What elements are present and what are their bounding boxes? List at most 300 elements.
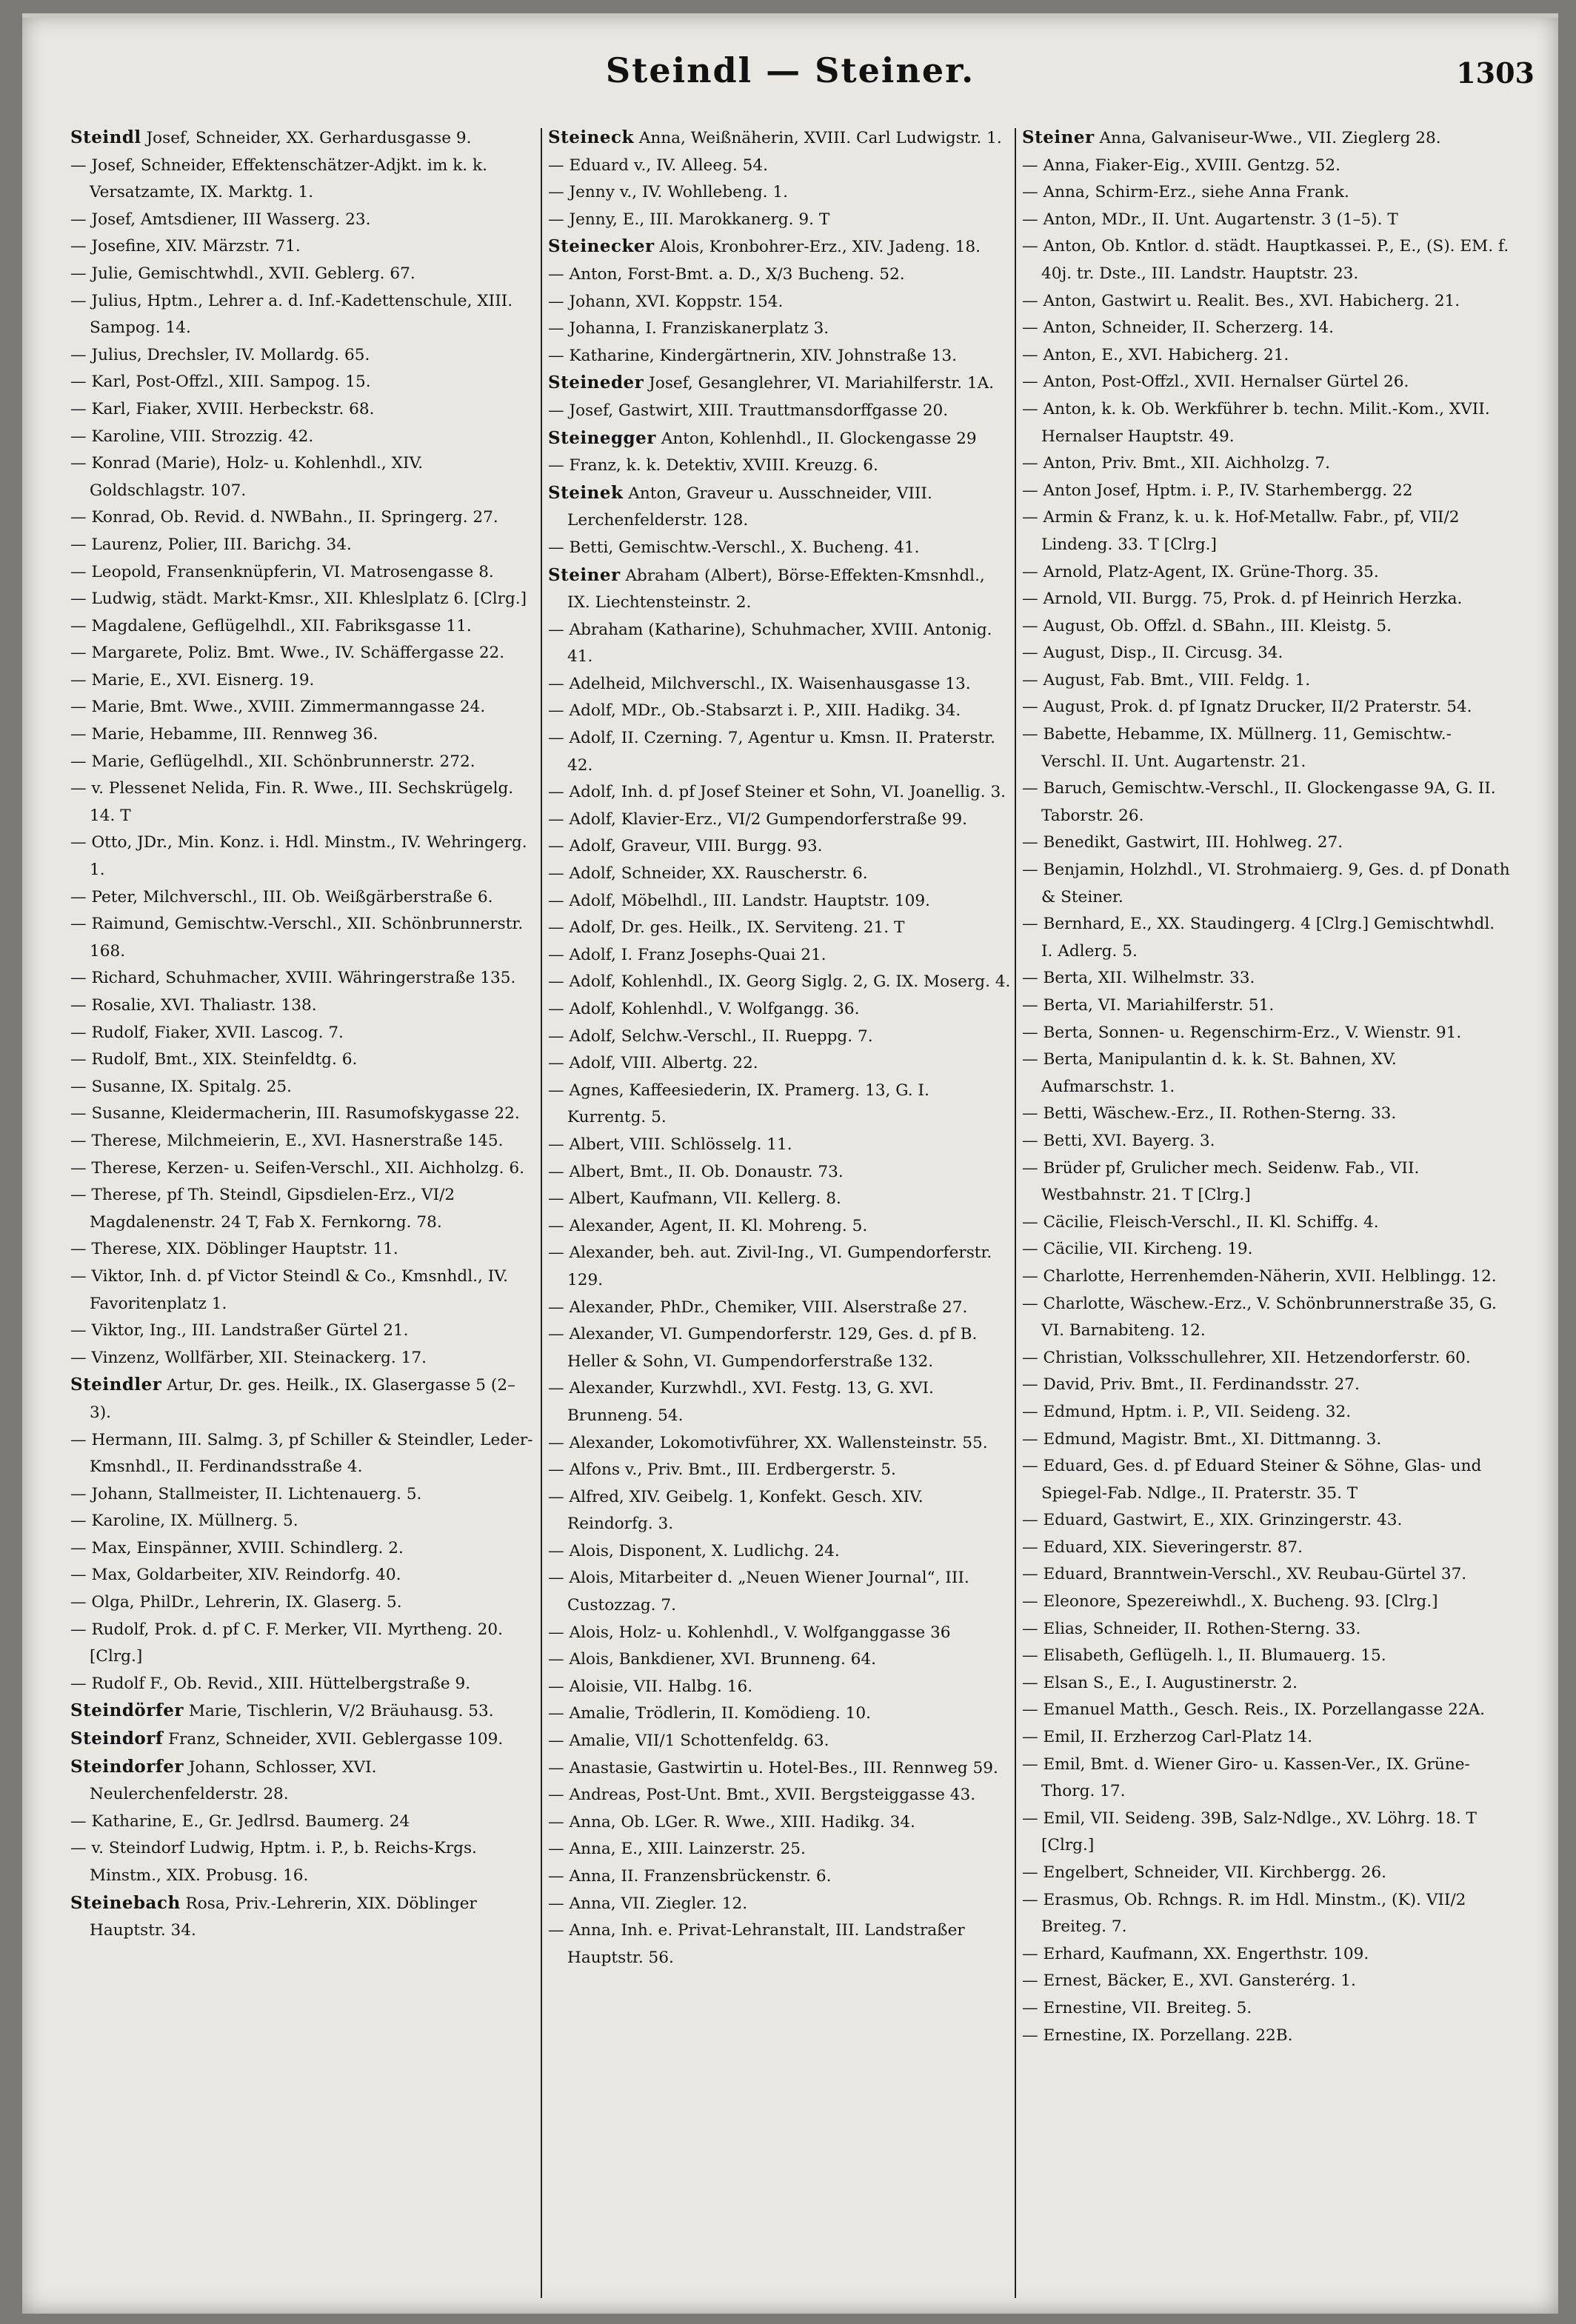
entry-text: Peter, Milchverschl., III. Ob. Weißgärberstraße 6. (91, 887, 493, 906)
directory-entry (1022, 1860, 1511, 1887)
directory-entry (1022, 1806, 1511, 1860)
directory-entry (70, 1508, 533, 1535)
directory-entry (548, 1863, 1011, 1891)
directory-entry (548, 942, 1011, 969)
directory-entry (1022, 1697, 1511, 1724)
entry-text: Alfons v., Priv. Bmt., III. Erdbergerstr. 5. (569, 1460, 896, 1480)
directory-entry (1022, 613, 1511, 641)
directory-entry (548, 1132, 1011, 1159)
entry-text: Albert, Kaufmann, VII. Kellerg. 8. (569, 1189, 841, 1209)
directory-entry (1022, 586, 1511, 613)
surname-heading: Steindorfer (70, 1756, 184, 1777)
directory-heading-entry (70, 1726, 533, 1754)
directory-entry (70, 342, 533, 370)
entry-text: Adolf, Kohlenhdl., IX. Georg Siglg. 2, G. IX. Moserg. 4. (569, 972, 1011, 992)
surname-heading: Steindörfer (70, 1700, 184, 1721)
entry-text: Josef, Gesanglehrer, VI. Mariahilferstr. 1A. (644, 374, 995, 393)
entry-text: Anna, Inh. e. Privat-Lehranstalt, III. Landstraßer Hauptstr. 56. (567, 1921, 965, 1967)
entry-text: Anna, Schirm-Erz., siehe Anna Frank. (1043, 183, 1349, 202)
directory-entry (1022, 1968, 1511, 1995)
entry-text: Anton, Graveur u. Ausschneider, VIII. Lerchenfelderstr. 128. (567, 484, 932, 530)
directory-entry (70, 1128, 533, 1155)
directory-entry (548, 1240, 1011, 1294)
entry-text: Elsan S., E., I. Augustinerstr. 2. (1043, 1673, 1298, 1692)
directory-entry (1022, 450, 1511, 478)
directory-heading-entry (548, 562, 1011, 617)
entry-text: Brüder pf, Grulicher mech. Seidenw. Fab., VII. Westbahnstr. 21. T [Clrg.] (1041, 1158, 1420, 1205)
directory-entry (70, 721, 533, 749)
directory-entry (70, 559, 533, 587)
page-edge (22, 13, 1558, 18)
entry-text: Adolf, Graveur, VIII. Burgg. 93. (569, 837, 823, 856)
entry-text: Susanne, Kleidermacherin, III. Rasumofskygasse 22. (91, 1104, 520, 1123)
directory-entry (70, 1074, 533, 1101)
surname-heading: Steinebach (70, 1892, 181, 1913)
entry-text: David, Priv. Bmt., II. Ferdinandsstr. 27. (1043, 1375, 1360, 1395)
entry-text: Ernestine, VII. Breiteg. 5. (1043, 1998, 1252, 2017)
directory-entry (70, 911, 533, 965)
directory-heading-entry (70, 1372, 533, 1426)
entry-text: Richard, Schuhmacher, XVIII. Währingerstraße 135. (91, 969, 516, 988)
directory-entry (70, 992, 533, 1020)
entry-text: Berta, XII. Wilhelmstr. 33. (1043, 969, 1255, 988)
entry-text: Eduard, Gastwirt, E., XIX. Grinzingerstr. 43. (1043, 1511, 1403, 1530)
entry-text: Christian, Volksschullehrer, XII. Hetzendorferstr. 60. (1043, 1348, 1471, 1367)
directory-entry (1022, 1020, 1511, 1047)
directory-entry (548, 969, 1011, 996)
entry-text: Baruch, Gemischtw.-Verschl., II. Glockengasse 9A, G. II. Taborstr. 26. (1041, 779, 1496, 825)
directory-entry (548, 1755, 1011, 1783)
directory-entry (548, 1917, 1011, 1971)
entry-text: Magdalene, Geflügelhdl., XII. Fabriksgasse 11. (91, 616, 472, 635)
directory-entry (548, 861, 1011, 888)
directory-entry (1022, 1101, 1511, 1128)
entry-text: Anton, Kohlenhdl., II. Glockengasse 29 (655, 429, 977, 448)
column-divider (1015, 128, 1016, 2298)
entry-text: Eduard, XIX. Sieveringerstr. 87. (1043, 1537, 1303, 1557)
entry-text: Konrad, Ob. Revid. d. NWBahn., II. Springerg. 27. (91, 508, 498, 527)
entry-text: Benjamin, Holzhdl., VI. Strohmaierg. 9, Ges. d. pf Donath & Steiner. (1041, 861, 1510, 906)
entry-text: Andreas, Post-Unt. Bmt., XVII. Bergsteiggasse 43. (569, 1786, 976, 1805)
directory-entry (1022, 775, 1511, 829)
entry-text: August, Ob. Offzl. d. SBahn., III. Kleistg. 5. (1043, 616, 1392, 635)
directory-entry (548, 1050, 1011, 1078)
entry-text: Anna, Ob. LGer. R. Wwe., XIII. Hadikg. 34. (569, 1812, 915, 1832)
entry-text: Viktor, Ing., III. Landstraßer Gürtel 21. (91, 1321, 409, 1340)
entry-text: Rosalie, XVI. Thaliastr. 138. (91, 996, 317, 1015)
entry-text: Hermann, III. Salmg. 3, pf Schiller & Steindler, Leder-Kmsnhdl., II. Ferdinandsstraße 4. (90, 1430, 533, 1477)
entry-text: Adolf, Dr. ges. Heilk., IX. Servitеng. 21. T (569, 918, 905, 938)
directory-entry (1022, 1128, 1511, 1155)
surname-heading: Steindl (70, 127, 141, 147)
entry-text: Betti, Gemischtw.-Verschl., X. Bucheng. 41. (569, 538, 920, 557)
directory-entry (70, 396, 533, 424)
entry-text: Olga, PhilDr., Lehrerin, IX. Glaserg. 5. (91, 1593, 402, 1612)
entry-text: Alexander, VI. Gumpendorferstr. 129, Ges. d. pf B. Heller & Sohn, VI. Gumpendorferstraße 132. (567, 1325, 978, 1371)
surname-heading: Steindorf (70, 1729, 164, 1749)
directory-entry (70, 667, 533, 695)
entry-text: Max, Goldarbeiter, XIV. Reindorfg. 40. (91, 1566, 401, 1585)
entry-text: Alfred, XIV. Geibelg. 1, Konfekt. Gesch. XIV. Reindorfg. 3. (567, 1487, 924, 1534)
entry-text: August, Fab. Bmt., VIII. Feldg. 1. (1043, 670, 1311, 689)
entry-text: Ludwig, städt. Markt-Kmsr., XII. Khleslplatz 6. [Clrg.] (91, 590, 527, 609)
surname-heading: Steindler (70, 1375, 162, 1395)
entry-text: Betti, XVI. Bayerg. 3. (1043, 1131, 1215, 1150)
entry-text: Adolf, MDr., Ob.-Stabsarzt i. P., XIII. Hadikg. 34. (569, 701, 961, 721)
directory-page (22, 13, 1558, 2314)
entry-text: Armin & Franz, k. u. k. Hof-Metallw. Fabr., pf, VII/2 Lindeng. 33. T [Clrg.] (1041, 508, 1460, 554)
entry-text: Laurenz, Polier, III. Barichg. 34. (91, 535, 352, 554)
directory-entry (548, 1891, 1011, 1918)
entry-text: Adelheid, Milchverschl., IX. Waisenhausgasse 13. (569, 674, 971, 693)
entry-text: Jenny v., IV. Wohllebeng. 1. (569, 183, 788, 202)
entry-text: Julie, Gemischtwhdl., XVII. Geblerg. 67. (91, 264, 415, 283)
surname-heading: Steinek (548, 482, 624, 503)
directory-entry (70, 1318, 533, 1345)
entry-text: Karl, Fiaker, XVIII. Herbeckstr. 68. (91, 399, 375, 418)
directory-entry (70, 884, 533, 912)
entry-text: Eleonore, Spezereiwhdl., X. Bucheng. 93. [Clrg.] (1043, 1592, 1438, 1612)
directory-entry (1022, 1535, 1511, 1562)
entry-text: Johanna, I. Franziskanerplatz 3. (569, 319, 829, 338)
entry-text: Rudolf, Prok. d. pf C. F. Merker, VII. Myrtheng. 20. [Clrg.] (90, 1620, 503, 1666)
directory-entry (548, 1565, 1011, 1619)
directory-entry (1022, 342, 1511, 370)
directory-entry (70, 1236, 533, 1263)
directory-entry (548, 289, 1011, 316)
directory-entry (70, 1671, 533, 1698)
directory-entry (70, 1345, 533, 1372)
directory-entry (70, 1835, 533, 1889)
entry-text: Arnold, VII. Burgg. 75, Prok. d. pf Heinrich Herzka. (1043, 590, 1463, 609)
directory-entry (548, 315, 1011, 343)
directory-entry (1022, 1263, 1511, 1291)
entry-text: Anton, Post-Offzl., XVII. Hernalser Gürtel 26. (1043, 373, 1409, 392)
page-number: 1303 (1456, 56, 1535, 90)
surname-heading: Steineder (548, 373, 644, 393)
entry-text: Erasmus, Ob. Rchngs. R. im Hdl. Minstm., (K). VII/2 Breiteg. 7. (1041, 1890, 1466, 1937)
entry-text: Adolf, Selchw.-Verschl., II. Rueppg. 7. (569, 1026, 873, 1046)
entry-text: Elisabeth, Geflügelh. l., II. Blumauerg. 15. (1043, 1646, 1386, 1666)
directory-entry (70, 1562, 533, 1589)
entry-text: Alexander, Agent, II. Kl. Mohreng. 5. (569, 1216, 868, 1235)
directory-entry (548, 398, 1011, 425)
directory-entry (70, 369, 533, 396)
directory-entry (548, 1159, 1011, 1186)
entry-text: Josefine, XIV. Märzstr. 71. (91, 237, 301, 256)
entry-text: Adolf, II. Czerning. 7, Agentur u. Kmsn. II. Praterstr. 42. (567, 729, 995, 775)
entry-text: Anton, Forst-Bmt. a. D., X/3 Bucheng. 52. (569, 264, 905, 284)
entry-text: Rudolf F., Ob. Revid., XIII. Hüttelbergstraße 9. (91, 1674, 471, 1693)
entry-text: Eduard, Branntwein-Verschl., XV. Reubau-Gürtel 37. (1043, 1565, 1467, 1584)
directory-entry (70, 640, 533, 667)
directory-entry (1022, 1941, 1511, 1969)
directory-entry (1022, 965, 1511, 992)
entry-text: Betti, Wäschew.-Erz., II. Rothen-Sterng. 33. (1043, 1104, 1397, 1123)
entry-text: Josef, Amtsdiener, III Wasserg. 23. (91, 210, 371, 229)
directory-entry (1022, 1372, 1511, 1399)
directory-heading-entry (548, 370, 1011, 398)
entry-text: Artur, Dr. ges. Heilk., IX. Glasergasse 5 (2–3). (90, 1376, 515, 1422)
directory-entry (548, 1024, 1011, 1051)
entry-text: Emil, II. Erzherzog Carl-Platz 14. (1043, 1728, 1313, 1747)
entry-text: Johann, Stallmeister, II. Lichtenauerg. 5. (91, 1484, 422, 1503)
directory-entry (1022, 1453, 1511, 1507)
directory-entry (1022, 694, 1511, 721)
entry-text: Engelbert, Schneider, VII. Kirchbergg. 26. (1043, 1863, 1387, 1882)
entry-text: Therese, Kerzen- u. Seifen-Verschl., XII. Aichholzg. 6. (91, 1158, 524, 1178)
directory-entry (548, 1620, 1011, 1647)
directory-entry (548, 617, 1011, 671)
entry-text: Anton, Schneider, II. Scherzerg. 14. (1043, 318, 1335, 338)
entry-text: Abraham (Katharine), Schuhmacher, XVIII. Antonig. 41. (567, 620, 992, 667)
directory-entry (1022, 369, 1511, 396)
directory-entry (548, 1457, 1011, 1484)
directory-entry (70, 1020, 533, 1047)
entry-text: Jenny, E., III. Marokkanerg. 9. T (569, 210, 830, 229)
directory-entry (1022, 1995, 1511, 2023)
entry-text: Eduard v., IV. Alleeg. 54. (569, 156, 769, 175)
directory-entry (548, 888, 1011, 915)
entry-text: Anna, Fiaker-Eig., XVIII. Gentzg. 52. (1043, 156, 1340, 175)
directory-entry (70, 153, 533, 207)
directory-entry (1022, 2023, 1511, 2050)
directory-entry (70, 613, 533, 641)
entry-text: Viktor, Inh. d. pf Victor Steindl & Co., Kmsnhdl., IV. Favoritenplatz 1. (90, 1266, 508, 1313)
directory-entry (70, 233, 533, 261)
directory-entry (1022, 153, 1511, 180)
directory-entry (548, 453, 1011, 480)
entry-text: Cäcilie, Fleisch-Verschl., II. Kl. Schiffg. 4. (1043, 1212, 1379, 1232)
entry-text: Alexander, Kurzwhdl., XVI. Festg. 13, G. XVI. Brunneng. 54. (567, 1379, 934, 1425)
entry-text: Anastasie, Gastwirtin u. Hotel-Bes., III. Rennweg 59. (569, 1758, 998, 1777)
entry-text: Anton Josef, Hptm. i. P., IV. Starhembergg. 22 (1043, 481, 1413, 500)
surname-heading: Steineck (548, 127, 634, 147)
directory-entry (548, 1674, 1011, 1701)
entry-text: Franz, k. k. Detektiv, XVIII. Kreuzg. 6. (569, 456, 878, 475)
directory-entry (70, 1427, 533, 1481)
entry-text: Karl, Post-Offzl., XIII. Sampog. 15. (91, 373, 371, 392)
entry-text: Anna, II. Franzensbrückenstr. 6. (569, 1867, 832, 1886)
entry-text: Cäcilie, VII. Kircheng. 19. (1043, 1240, 1253, 1259)
directory-entry (1022, 1209, 1511, 1237)
directory-entry (1022, 1291, 1511, 1345)
directory-entry (548, 179, 1011, 207)
entry-text: August, Prok. d. pf Ignatz Drucker, II/2 Praterstr. 54. (1043, 698, 1472, 717)
directory-heading-entry (70, 1890, 533, 1945)
entry-text: Emil, Bmt. d. Wiener Giro- u. Kassen-Ver., IX. Grüne-Thorg. 17. (1041, 1754, 1470, 1801)
entry-text: Edmund, Hptm. i. P., VII. Seideng. 32. (1043, 1402, 1352, 1421)
directory-entry (1022, 1399, 1511, 1426)
directory-entry (70, 1589, 533, 1617)
directory-entry (70, 288, 533, 342)
entry-text: Albert, VIII. Schlösselg. 11. (569, 1135, 792, 1154)
surname-heading: Steiner (548, 564, 621, 585)
entry-text: August, Disp., II. Circusg. 34. (1043, 644, 1283, 663)
entry-text: Johann, XVI. Koppstr. 154. (569, 292, 784, 311)
entry-text: Max, Einspänner, XVIII. Schindlerg. 2. (91, 1538, 404, 1557)
directory-entry (1022, 829, 1511, 857)
directory-entry (548, 1809, 1011, 1837)
entry-text: Babette, Hebamme, IX. Müllnerg. 11, Gemischtw.-Verschl. II. Unt. Augartenstr. 21. (1041, 725, 1452, 771)
directory-entry (70, 586, 533, 613)
directory-entry (548, 343, 1011, 370)
directory-entry (548, 261, 1011, 289)
entry-text: Alois, Mitarbeiter d. „Neuen Wiener Journal“, III. Custozzag. 7. (567, 1569, 969, 1615)
entry-text: Anna, Weißnäherin, XVIII. Carl Ludwigstr. 1. (633, 129, 1002, 147)
entry-text: Julius, Drechsler, IV. Mollardg. 65. (91, 345, 370, 364)
directory-entry (548, 1321, 1011, 1375)
directory-entry (548, 1078, 1011, 1132)
directory-column-2 (548, 124, 1011, 2302)
entry-text: Adolf, Schneider, XX. Rauscherstr. 6. (569, 864, 868, 884)
directory-entry (1022, 559, 1511, 587)
entry-text: Therese, Milchmeierin, E., XVI. Hasnerstraße 145. (91, 1131, 504, 1150)
directory-entry (1022, 1616, 1511, 1643)
directory-entry (548, 1836, 1011, 1863)
directory-entry (70, 1155, 533, 1183)
directory-entry (1022, 504, 1511, 558)
page-header (22, 50, 1558, 117)
entry-text: Rudolf, Bmt., XIX. Steinfeldtg. 6. (91, 1050, 358, 1069)
entry-text: Arnold, Platz-Agent, IX. Grüne-Thorg. 35. (1043, 562, 1379, 581)
entry-text: Adolf, I. Franz Josephs-Quai 21. (569, 945, 827, 964)
directory-entry (70, 532, 533, 559)
entry-text: Marie, Geflügelhdl., XII. Schönbrunnerstr. 272. (91, 752, 475, 771)
directory-entry (70, 965, 533, 992)
entry-text: Erhard, Kaufmann, XX. Engerthstr. 109. (1043, 1944, 1369, 1963)
entry-text: Raimund, Gemischtw.-Verschl., XII. Schönbrunnerstr. 168. (90, 915, 524, 961)
entry-text: Josef, Schneider, XX. Gerhardusgasse 9. (141, 129, 472, 147)
directory-entry (548, 779, 1011, 807)
entry-text: Karoline, IX. Müllnerg. 5. (91, 1512, 298, 1531)
directory-entry (1022, 1345, 1511, 1372)
entry-text: Alexander, Lokomotivführer, XX. Wallensteinstr. 55. (569, 1433, 988, 1452)
directory-entry (70, 1182, 533, 1236)
entry-text: Adolf, VIII. Albertg. 22. (569, 1054, 758, 1073)
entry-text: Karoline, VIII. Strozzig. 42. (91, 427, 314, 446)
directory-entry (548, 1295, 1011, 1322)
entry-text: Eduard, Ges. d. pf Eduard Steiner & Söhne, Glas- und Spiegel-Fab. Ndlge., II. Praterstr. 35. T (1041, 1457, 1482, 1503)
entry-text: Marie, Bmt. Wwe., XVIII. Zimmermanngasse 24. (91, 698, 486, 717)
entry-text: Katharine, Kindergärtnerin, XIV. Johnstraße 13. (569, 346, 957, 365)
entry-text: Edmund, Magistr. Bmt., XI. Dittmanng. 3. (1043, 1429, 1382, 1449)
entry-text: Alois, Holz- u. Kohlenhdl., V. Wolfganggasse 36 (569, 1623, 951, 1642)
entry-text: Anna, VII. Ziegler. 12. (569, 1894, 748, 1913)
entry-text: Adolf, Inh. d. pf Josef Steiner et Sohn, VI. Joanellig. 3. (569, 783, 1006, 802)
directory-entry (70, 1617, 533, 1671)
entry-text: Anton, E., XVI. Habicherg. 21. (1043, 345, 1289, 364)
entry-text: Katharine, E., Gr. Jedlrsd. Baumerg. 24 (91, 1812, 410, 1831)
entry-text: Amalie, VII/1 Schottenfeldg. 63. (569, 1732, 829, 1751)
entry-text: Leopold, Fransenknüpferin, VI. Matrosengasse 8. (91, 562, 494, 581)
entry-text: Berta, VI. Mariahilferstr. 51. (1043, 996, 1275, 1015)
entry-text: Alois, Kronbohrer-Erz., XIV. Jadeng. 18. (654, 238, 981, 257)
directory-entry (1022, 1670, 1511, 1697)
directory-entry (548, 1700, 1011, 1728)
entry-text: Bernhard, E., XX. Staudingerg. 4 [Clrg.] Gemischtwhdl. I. Adlerg. 5. (1041, 915, 1495, 961)
directory-entry (548, 698, 1011, 725)
directory-entry (548, 207, 1011, 234)
directory-entry (1022, 315, 1511, 342)
directory-entry (70, 504, 533, 532)
entry-text: Anton, Ob. Kntlor. d. städt. Hauptkassei. P., E., (S). EM. f. 40j. tr. Dste., III. Landstr. Hauptstr. 23. (1041, 237, 1509, 283)
entry-text: Abraham (Albert), Börse-Effekten-Kmsnhdl., IX. Liechtensteinstr. 2. (567, 566, 985, 612)
entry-text: Vinzenz, Wollfärber, XII. Steinackerg. 17. (91, 1348, 427, 1367)
directory-entry (1022, 1752, 1511, 1806)
entry-text: Charlotte, Herrenhemden-Näherin, XVII. Helblingg. 12. (1043, 1266, 1497, 1286)
directory-entry (1022, 992, 1511, 1020)
entry-text: Anton, Gastwirt u. Realit. Bes., XVI. Habicherg. 21. (1043, 291, 1460, 310)
directory-entry (548, 833, 1011, 861)
directory-heading-entry (548, 480, 1011, 535)
entry-text: Josef, Schneider, Effektenschätzer-Adjkt. im k. k. Versatzamte, IX. Marktg. 1. (90, 156, 487, 202)
directory-entry (70, 775, 533, 829)
directory-entry (1022, 667, 1511, 695)
entry-text: Berta, Sonnen- u. Regenschirm-Erz., V. Wienstr. 91. (1043, 1023, 1462, 1042)
directory-entry (548, 807, 1011, 834)
directory-heading-entry (70, 124, 533, 153)
entry-text: Therese, XIX. Döblinger Hauptstr. 11. (91, 1240, 398, 1259)
entry-text: Franz, Schneider, XVII. Geblergasse 109. (163, 1730, 504, 1749)
entry-text: Marie, Hebamme, III. Rennweg 36. (91, 725, 378, 744)
directory-heading-entry (70, 1754, 533, 1809)
directory-entry (548, 725, 1011, 779)
entry-text: Marie, E., XVI. Eisnerg. 19. (91, 670, 315, 689)
directory-entry (70, 1101, 533, 1128)
directory-entry (1022, 396, 1511, 450)
directory-entry (548, 915, 1011, 942)
entry-text: Anton, Priv. Bmt., XII. Aichholzg. 7. (1043, 454, 1331, 473)
entry-text: Anna, E., XIII. Lainzerstr. 25. (569, 1840, 806, 1859)
directory-entry (1022, 1724, 1511, 1752)
directory-entry (1022, 1887, 1511, 1941)
entry-text: Margarete, Poliz. Bmt. Wwe., IV. Schäffergasse 22. (91, 644, 505, 663)
directory-entry (548, 535, 1011, 562)
directory-entry (70, 1046, 533, 1074)
directory-heading-entry (548, 425, 1011, 453)
entry-text: Alois, Bankdiener, XVI. Brunneng. 64. (569, 1650, 877, 1669)
entry-text: Adolf, Möbelhdl., III. Landstr. Hauptstr. 109. (569, 891, 930, 910)
entry-text: Konrad (Marie), Holz- u. Kohlenhdl., XIV. Goldschlagstr. 107. (90, 454, 424, 500)
entry-text: Adolf, Kohlenhdl., V. Wolfgangg. 36. (569, 1000, 860, 1018)
directory-entry (1022, 911, 1511, 965)
entry-text: Amalie, Trödlerin, II. Komödieng. 10. (569, 1704, 871, 1723)
entry-text: Ernest, Bäcker, E., XVI. Gansterérg. 1. (1043, 1971, 1356, 1991)
entry-text: Anna, Galvaniseur-Wwe., VII. Zieglerg 28. (1094, 129, 1441, 147)
directory-entry (1022, 1155, 1511, 1209)
directory-entry (70, 1809, 533, 1836)
page-title: Steindl — Steiner. (605, 50, 975, 90)
entry-text: Marie, Tischlerin, V/2 Bräuhausg. 53. (184, 1702, 494, 1721)
directory-entry (70, 829, 533, 884)
directory-column-3 (1022, 124, 1511, 2302)
directory-entry (548, 1430, 1011, 1457)
entry-text: Anton, k. k. Ob. Werkführer b. techn. Milit.-Kom., XVII. Hernalser Hauptstr. 49. (1041, 399, 1490, 446)
entry-text: Rudolf, Fiaker, XVII. Lascog. 7. (91, 1023, 344, 1042)
directory-entry (1022, 1426, 1511, 1454)
entry-text: Johann, Schlosser, XVI. Neulerchenfelderstr. 28. (90, 1757, 377, 1804)
directory-entry (70, 207, 533, 234)
entry-text: v. Steindorf Ludwig, Hptm. i. P., b. Reichs-Krgs. Minstm., XIX. Probusg. 16. (90, 1839, 477, 1885)
directory-heading-entry (548, 124, 1011, 153)
directory-entry (548, 996, 1011, 1024)
directory-entry (1022, 288, 1511, 315)
directory-entry (548, 1728, 1011, 1755)
entry-text: Therese, pf Th. Steindl, Gipsdielen-Erz., VI/2 Magdalenenstr. 24 T, Fab X. Fernkorng. 78. (90, 1186, 455, 1232)
entry-text: Josef, Gastwirt, XIII. Trauttmansdorffgasse 20. (569, 401, 949, 420)
entry-text: Susanne, IX. Spitalg. 25. (91, 1077, 292, 1096)
